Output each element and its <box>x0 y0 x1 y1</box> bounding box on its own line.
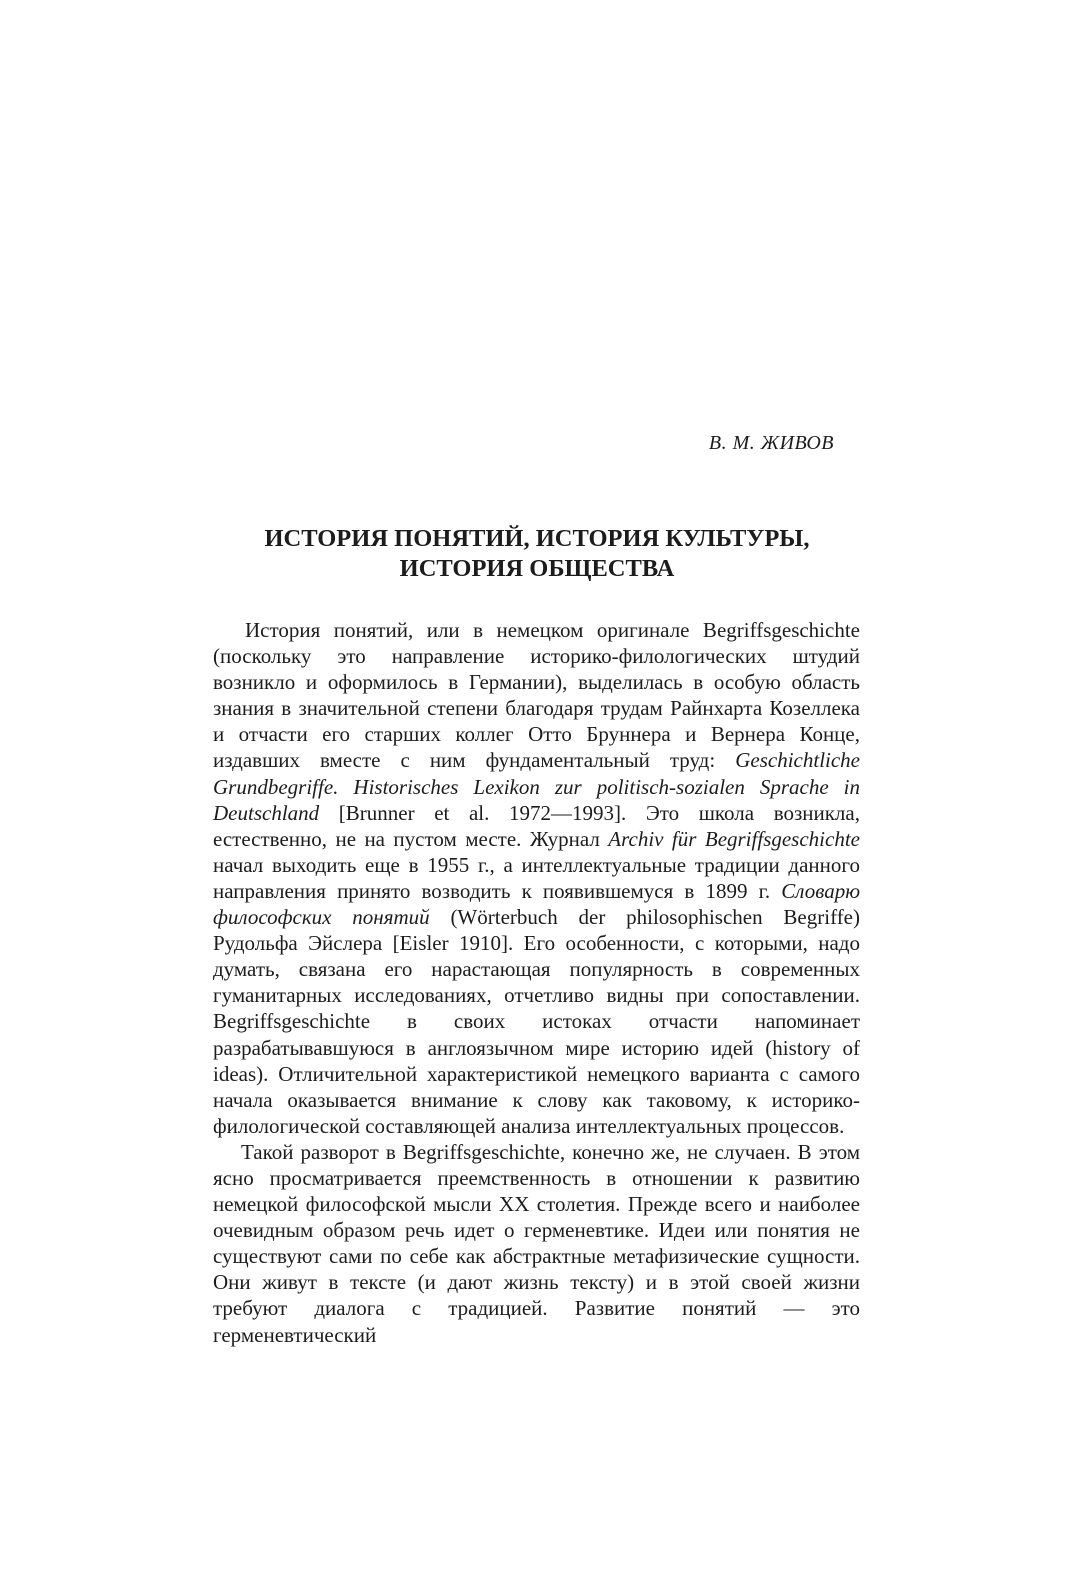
title-line-1: ИСТОРИЯ ПОНЯТИЙ, ИСТОРИЯ КУЛЬТУРЫ, <box>264 525 810 552</box>
paragraph-1-text-4: (Wörterbuch der philosophischen Begriffe) Рудольфа Эйслера [Eisler 1910]. Его особенности, с которыми, надо думать, связана его нарастающая популярность в современных гуманитарных исследованиях, отчетливо видны при сопоставлении. Begriffsgeschichte в своих истоках отчасти напоминает разрабатывавшуюся в англоязычном мире историю идей (history of ideas). Отличительной характеристикой немецкого варианта с самого начала оказывается внимание к слову как таковому, к историко-филологической составляющей анализа интеллектуальных процессов. <box>213 905 860 1138</box>
paragraph-1-italic-3: Словарю философских понятий <box>213 878 860 930</box>
article-body <box>213 617 860 1348</box>
paragraph-1-text-1: История понятий, или в немецком оригинале Begriffsgeschichte (поскольку это направление историко-филологических штудий возникло и оформилось в Германии), выделилась в особую область знания в значительной степени благодаря трудам Райнхарта Козеллека и отчасти его старших коллег Отто Бруннера и Вернера Конце, издавших вместе с ним фундаментальный труд: <box>213 618 860 773</box>
paragraph-2: Такой разворот в Begriffsgeschichte, конечно же, не случаен. В этом ясно просматривается преемственность в отношении к развитию немецкой философской мысли XX столетия. Прежде всего и наиболее очевидным образом речь идет о герменевтике. Идеи или понятия не существуют сами по себе как абстрактные метафизические сущности. Они живут в тексте (и дают жизнь тексту) и в этой своей жизни требуют диалога с традицией. Развитие понятий — это герменевтический <box>213 1139 860 1347</box>
author-name: В. М. ЖИВОВ <box>708 432 834 454</box>
paragraph-1-italic-2: Archiv für Begriffsgeschichte <box>608 826 860 851</box>
paragraph-1-italic-1: Geschichtliche Grundbegriffe. Historisches Lexikon zur politisch-sozialen Sprache in Deutschland <box>213 748 860 825</box>
article-title <box>214 524 860 584</box>
paragraph-1-text-3: начал выходить еще в 1955 г., а интеллектуальные традиции данного направления принято возводить к появившемуся в 1899 г. <box>213 852 860 903</box>
paragraph-1-text-2: [Brunner et al. 1972—1993]. Это школа возникла, естественно, не на пустом месте. Журнал <box>213 800 860 851</box>
paragraph-1 <box>213 617 860 1139</box>
title-line-2: ИСТОРИЯ ОБЩЕСТВА <box>399 555 675 582</box>
